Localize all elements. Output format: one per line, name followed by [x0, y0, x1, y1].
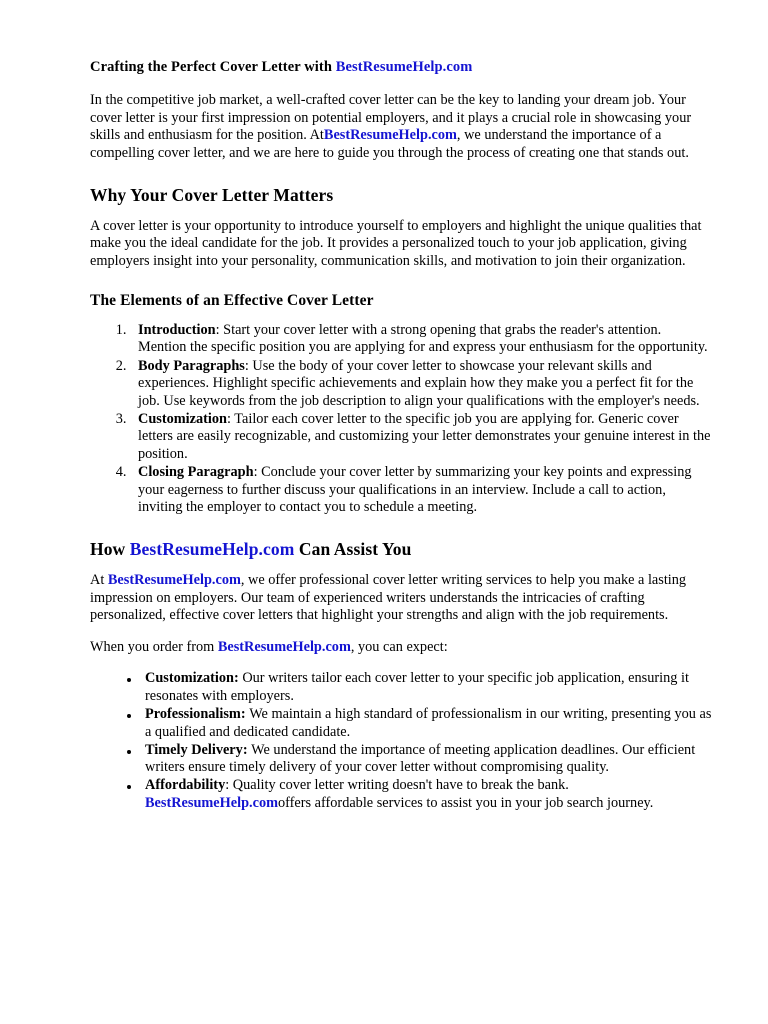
list-item-term: Customization — [138, 410, 227, 427]
heading-why-cover-letter-matters: Why Your Cover Letter Matters — [90, 184, 334, 205]
elements-numbered-list — [90, 322, 712, 517]
list-item — [130, 411, 712, 464]
list-item-term: Professionalism — [145, 705, 241, 722]
list-item-text: Quality cover letter writing doesn't have to break the bank. — [232, 777, 569, 794]
list-item-text: Tailor each cover letter to the specific job you are applying for. Generic cover letters are easily recognizable, and customizing your letter demonstrates your genuine interest in the position. — [138, 410, 711, 463]
list-item-separator: : — [242, 741, 252, 758]
list-item-separator: : — [226, 410, 235, 427]
list-item-separator: : — [233, 670, 243, 687]
list-item-separator: : — [225, 777, 233, 794]
intro-paragraph-part1: In the competitive job market, a well-crafted cover letter can be the key to landing your dream job. Your cover letter is your first impression on potential employers, and it plays a crucial role in showcasing your skills and enthusiasm for the position. At — [90, 92, 692, 144]
brand-link-title[interactable]: BestResumeHelp.com — [335, 59, 473, 75]
benefits-bullet-list — [90, 670, 712, 812]
list-item-text: Our writers tailor each cover letter to your specific job application, ensuring it resonates with employers. — [145, 670, 689, 704]
list-item-term: Affordability — [145, 777, 226, 794]
brand-link-assist-paragraph[interactable]: BestResumeHelp.com — [107, 571, 241, 588]
brand-link-intro[interactable]: BestResumeHelp.com — [323, 127, 457, 144]
list-item-separator: : — [215, 321, 224, 338]
brand-link-expect-line[interactable]: BestResumeHelp.com — [217, 638, 351, 655]
paragraph-assist-part1: At — [90, 571, 108, 588]
list-item — [130, 358, 712, 411]
list-item-text: We maintain a high standard of professionalism in our writing, presenting you as a qualified and dedicated candidate. — [145, 705, 712, 740]
heading-elements-of-effective-cover-letter: The Elements of an Effective Cover Letter — [90, 292, 374, 310]
brand-link-assist-heading[interactable]: BestResumeHelp.com — [129, 538, 295, 559]
list-item-term: Timely Delivery — [145, 741, 243, 758]
page-title-text: Crafting the Perfect Cover Letter with — [90, 59, 336, 75]
list-item — [130, 322, 712, 357]
list-item-text: Use the body of your cover letter to showcase your relevant skills and experiences. Highlight specific achievements and explain how they make you a perfect fit for the job. Use keywords from the job description to align your qualifications with the employer's needs. — [138, 357, 700, 409]
paragraph-assist-part2: , we offer professional cover letter writing services to help you make a lasting impression on employers. Our team of experienced writers understands the intricacies of crafting personalized, effective cover letters that highlight your strengths and align with the job requirements. — [90, 571, 687, 624]
paragraph-assist — [90, 572, 712, 625]
list-item-separator: : — [253, 464, 262, 481]
expect-line-part1: When you order from — [90, 638, 218, 655]
list-item — [130, 464, 712, 517]
intro-paragraph-part2: , we understand the importance of a compelling cover letter, and we are here to guide you through the process of creating one that stands out. — [90, 127, 689, 161]
list-item — [135, 670, 712, 705]
list-item — [135, 706, 712, 741]
list-item-term: Customization — [145, 670, 234, 687]
list-item-term: Closing Paragraph — [138, 464, 254, 481]
expect-line-part2: , you can expect: — [350, 638, 448, 655]
list-item — [135, 742, 712, 777]
list-item-text: We understand the importance of meeting application deadlines. Our efficient writers ensure timely delivery of your cover letter without compromising quality. — [145, 741, 696, 776]
list-item-text: Conclude your cover letter by summarizing your key points and expressing your eagerness to further discuss your qualifications in an interview. Include a call to action, inviting the employer to contact you to schedule a meeting. — [138, 464, 692, 516]
heading-assist-after-brand: Can Assist You — [294, 538, 412, 559]
heading-how-brand-can-assist-you — [90, 539, 712, 560]
intro-paragraph — [90, 92, 712, 162]
paragraph-why-cover-letter-matters: A cover letter is your opportunity to introduce yourself to employers and highlight the unique qualities that make you the ideal candidate for the job. It provides a personalized touch to your job application, giving employers insight into your personality, communication skills, and motivation to join their organization. — [90, 217, 702, 269]
paragraph-expect-line — [90, 639, 712, 657]
list-item-trailing-text: offers affordable services to assist you in your job search journey. — [278, 794, 654, 811]
heading-assist-before-brand: How — [90, 538, 130, 559]
document-content — [90, 58, 712, 823]
list-item — [135, 777, 712, 812]
list-item-term: Introduction — [138, 321, 216, 338]
list-item-separator: : — [244, 357, 253, 374]
list-item-separator: : — [240, 705, 250, 722]
page-title — [90, 58, 712, 76]
list-item-term: Body Paragraphs — [138, 357, 245, 374]
list-item-text: Start your cover letter with a strong opening that grabs the reader's attention. Mention the specific position you are applying for and express your enthusiasm for the opportunity. — [138, 321, 708, 356]
brand-link-affordability[interactable]: BestResumeHelp.com — [145, 794, 279, 811]
